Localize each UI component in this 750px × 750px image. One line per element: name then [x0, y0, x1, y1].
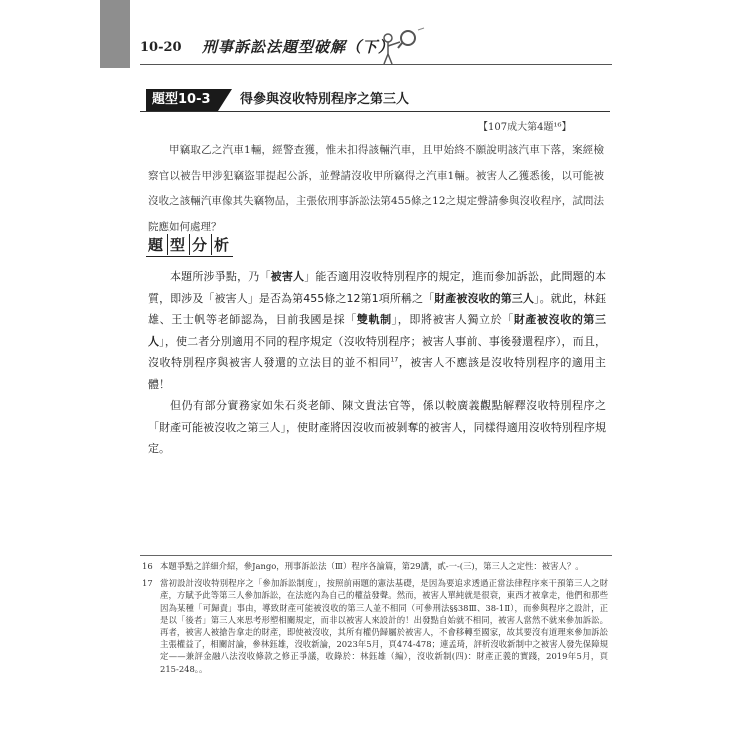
analysis-text: 本題所涉爭點，乃「: [170, 270, 271, 283]
source-tag: 【107成大第4題¹⁶】: [478, 122, 572, 133]
analysis-paragraph-2: 但仍有部分實務家如朱石炎老師、陳文貴法官等，係以較廣義觀點解釋沒收特別程序之「財產可能被沒收之第三人」，使財產將因沒收而被剝奪的被害人，同樣得適用沒收特別程序規定。: [148, 399, 606, 455]
footnotes: [142, 560, 608, 680]
analysis-heading: [146, 234, 233, 257]
footnote-17: [142, 577, 608, 675]
page-number: 10-20: [140, 40, 182, 55]
analysis-text: 」，使二者分別適用不同的程序規定（沒收特別程序；被害人事前、事後發還程序），而且，沒收特別程序與被害人發還的立法目的並不相同: [148, 334, 606, 369]
footnote-number: 17: [142, 578, 153, 589]
topic-badge: 題型10-3: [146, 89, 218, 111]
book-title: 刑事訴訟法題型破解（下）: [202, 38, 395, 56]
analysis-bold: 被害人: [270, 270, 305, 283]
question-text: [148, 138, 604, 240]
analysis-text: 」能否適用沒收特別程序的規定，進而參加訴訟，此問題的本質，即涉及「被害人」是否為第455條之12第1項所稱之「: [148, 270, 607, 305]
analysis-bold: 財產被沒收的第三人: [148, 313, 607, 348]
analysis-text: 」。就此，林鈺雄、王士帆等老師認為，目前我國是採「: [148, 291, 607, 326]
page-header: [140, 34, 610, 62]
chapter-tab: [100, 0, 130, 68]
topic-badge-tail: [218, 89, 232, 111]
footnote-16: [142, 560, 608, 572]
magnifier-figure-icon: [378, 26, 426, 66]
question-paragraph: 甲竊取乙之汽車1輛，經警查獲，惟未扣得該輛汽車，且甲始終不願說明該汽車下落，案經檢察官以被告甲涉犯竊盜罪提起公訴，並聲請沒收甲所竊得之汽車1輛。被害人乙獲悉後，以可能被沒收之該輛汽車像其失竊物品，主張依刑事訴訟法第455條之12之規定聲請參與沒收程序，試問法院應如何處理？: [148, 144, 604, 233]
topic-title: 得參與沒收特別程序之第三人: [240, 92, 410, 107]
analysis-heading-char: 分: [190, 234, 212, 255]
footnote-text: 當初設計沒收特別程序之「參加訴訟制度」，按照前兩題的憲法基礎，是因為要追求透過正當法律程序來干預第三人之財產，方賦予此等第三人參加訴訟，在法庭內為自己的權益發聲。然而，被害人單純就是很衰，東西才被拿走，他們和那些因為某種「可歸責」事由，導致財產可能被沒收的第三人並不相同（可參刑法§§38Ⅲ、38-1Ⅱ），而參與程序之設計，正是以「後者」第三人來思考形塑相關規定，而非以被害人來設計的！出發點自始就不相同，被害人當然不就來參加訴訟。再者，被害人被搶告拿走的財產，即使被沒收，其所有權仍歸屬於被害人，不會移轉至國家，故其要沒有道理來參加訴訟主張權益了，相關討論，參林鈺雄，沒收新論，2023年5月，頁474-478；連孟琦，評析沒收新制中之被害人發先保障規定——兼評金融八法沒收條款之修正爭議，收錄於：林鈺雄（編），沒收新制(四)：財產正義的實踐，2019年5月，頁215-248。。: [160, 578, 608, 674]
analysis-bold: 雙軌制: [356, 313, 392, 326]
analysis-heading-char: 型: [168, 234, 190, 255]
header-rule: [140, 64, 612, 65]
footnote-ref[interactable]: 17: [390, 356, 399, 364]
footnote-number: 16: [142, 561, 153, 571]
topic-bar: [140, 89, 610, 112]
footnote-text: 本題爭點之詳細介紹，參Jango，刑事訴訟法（Ⅲ）程序各論篇，第29講，貳-一-(三)，第三人之定性：被害人？。: [160, 561, 584, 571]
analysis-heading-char: 析: [214, 236, 232, 254]
analysis-paragraph-1: [148, 266, 606, 395]
analysis-heading-char: 題: [146, 234, 168, 255]
analysis-text: 」，即將被害人獨立於「: [391, 313, 514, 326]
analysis-body: [148, 266, 606, 460]
analysis-text: ，被害人不應該是沒收特別程序的適用主體！: [148, 356, 606, 391]
analysis-bold: 財產被沒收的第三人: [434, 291, 534, 305]
footnote-divider: [140, 555, 612, 556]
